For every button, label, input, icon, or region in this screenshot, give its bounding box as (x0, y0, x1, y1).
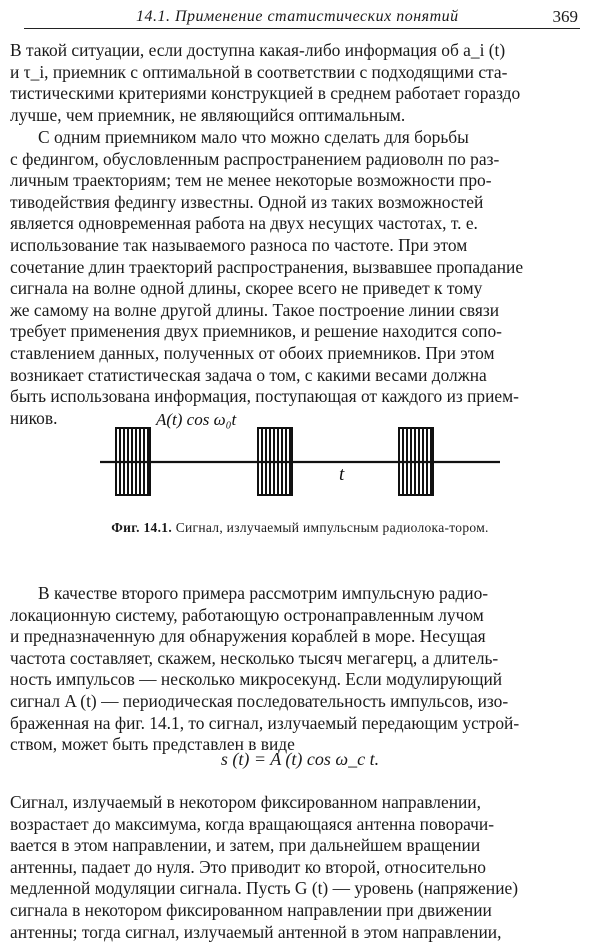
text-line: браженная на фиг. 14.1, то сигнал, излучаемый передающим устрой- (10, 712, 520, 733)
text-line: антенны; тогда сигнал, излучаемый антенной в этом направлении, (10, 921, 502, 942)
text-line: медленной модуляции сигнала. Пусть G (t) — уровень (напряжение) (10, 878, 519, 899)
text-line: сочетание длин траекторий распространения, вызвавшее пропадание (10, 256, 524, 277)
text-line: В качестве второго примера рассмотрим импульсную радио- (38, 583, 489, 603)
text-line: Сигнал, излучаемый в некотором фиксированном направлении, (10, 792, 481, 812)
text-line: В такой ситуации, если доступна какая-либо информация об a_i (t) (10, 40, 506, 60)
text-line: возрастает до максимума, когда вращающаяся антенна поворачи- (10, 813, 495, 834)
text-line: сигнала в некотором фиксированном направлении при движении (10, 899, 492, 920)
text-line: с федингом, обусловленным распространением радиоволн по раз- (10, 148, 500, 169)
text-line: и τ_i, приемник с оптимальной в соответствии с подходящими ста- (10, 61, 508, 82)
paragraph-3 (10, 583, 588, 756)
text-line: возникает статистическая задача о том, с какими весами должна (10, 364, 487, 385)
caption-text: Сигнал, излучаемый импульсным радиолока-тором. (175, 520, 489, 535)
text-line: лучше, чем приемник, не являющийся оптимальным. (10, 104, 406, 125)
page-number: 369 (552, 7, 578, 26)
figure-caption (80, 519, 520, 536)
text-line: сигнала на волне одной длины, скорее всего не приведет к тому (10, 278, 483, 299)
paragraph-4 (10, 792, 588, 943)
text-line: антенны, падает до нуля. Это приводит ко второй, относительно (10, 856, 486, 877)
text-line: и предназначенную для обнаружения кораблей в море. Несущая (10, 626, 486, 647)
text-line: личным траекториям; тем не менее некоторые возможности про- (10, 170, 492, 191)
text-line: тистическими критериями конструкцией в среднем работает гораздо (10, 83, 521, 104)
running-title: 14.1. Применение статистических понятий (136, 8, 459, 25)
paragraph-2 (10, 127, 588, 429)
text-line: сигнал A (t) — периодическая последовательность импульсов, изо- (10, 690, 509, 711)
formula: s (t) = A (t) cos ω_c t. (220, 749, 380, 769)
text-line: ников. (10, 407, 58, 428)
text-line: быть использована информация, поступающая от каждого из прием- (10, 386, 519, 407)
axis-label: t (339, 464, 345, 485)
text-line: использование так называемого разноса по частоте. При этом (10, 234, 468, 255)
text-line: локационную систему, работающую остронаправленным лучом (10, 604, 484, 625)
page-header (24, 6, 580, 29)
text-line: ставлением данных, полученных от обоих приемников. При этом (10, 342, 495, 363)
figure-label: Фиг. 14.1. (111, 520, 172, 535)
text-line: тиводействия федингу известны. Одной из таких возможностей (10, 191, 484, 212)
text-line: требует применения двух приемников, и решение находится сопо- (10, 321, 502, 342)
paragraph-1 (10, 40, 588, 126)
text-line: вается в этом направлении, и затем, при дальнейшем вращении (10, 835, 481, 856)
pulse-signal-figure (100, 412, 502, 502)
signal-label: A(t) cos ω₀t (156, 412, 237, 429)
text-line: С одним приемником мало что можно сделать для борьбы (38, 127, 469, 147)
text-line: частота составляет, скажем, несколько тысяч мегагерц, а длитель- (10, 647, 499, 668)
text-line: является одновременная работа на двух несущих частотах, т. е. (10, 213, 478, 234)
text-line: ность импульсов — несколько микросекунд. Если модулирующий (10, 669, 503, 690)
text-line: же самому на волне другой длины. Такое построение линии связи (10, 299, 500, 320)
text-line: ством, может быть представлен в виде (10, 734, 295, 755)
